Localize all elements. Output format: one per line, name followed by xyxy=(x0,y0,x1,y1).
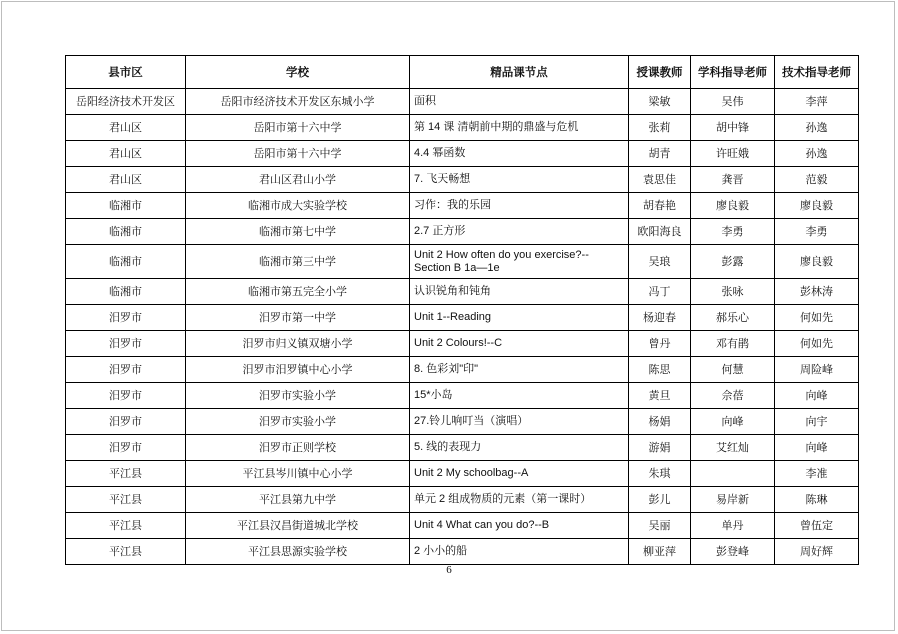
cell-county: 岳阳经济技术开发区 xyxy=(66,89,186,115)
cell-county: 汨罗市 xyxy=(66,383,186,409)
cell-county: 平江县 xyxy=(66,539,186,565)
cell-school: 汨罗市正则学校 xyxy=(186,435,410,461)
cell-subject-advisor: 佘蓓 xyxy=(691,383,775,409)
table-row xyxy=(66,383,859,409)
cell-subject-advisor: 何慧 xyxy=(691,357,775,383)
cell-school: 汨罗市实验小学 xyxy=(186,409,410,435)
cell-course: 7. 飞天畅想 xyxy=(410,167,629,193)
table-row xyxy=(66,539,859,565)
cell-county: 君山区 xyxy=(66,115,186,141)
cell-tech-advisor: 曾伍定 xyxy=(775,513,859,539)
cell-school: 汨罗市第一中学 xyxy=(186,305,410,331)
cell-teacher: 黄旦 xyxy=(629,383,691,409)
cell-teacher: 胡春艳 xyxy=(629,193,691,219)
cell-tech-advisor: 范毅 xyxy=(775,167,859,193)
header-row xyxy=(66,56,859,89)
cell-county: 临湘市 xyxy=(66,219,186,245)
cell-tech-advisor: 孙逸 xyxy=(775,115,859,141)
cell-subject-advisor: 廖良毅 xyxy=(691,193,775,219)
cell-teacher: 吴丽 xyxy=(629,513,691,539)
cell-school: 平江县岑川镇中心小学 xyxy=(186,461,410,487)
cell-teacher: 游娟 xyxy=(629,435,691,461)
cell-school: 汨罗市归义镇双塘小学 xyxy=(186,331,410,357)
cell-school: 临湘市成大实验学校 xyxy=(186,193,410,219)
cell-course: Unit 2 Colours!--C xyxy=(410,331,629,357)
cell-course: 2.7 正方形 xyxy=(410,219,629,245)
cell-teacher: 吴琅 xyxy=(629,245,691,279)
cell-school: 汨罗市汨罗镇中心小学 xyxy=(186,357,410,383)
cell-tech-advisor: 向宇 xyxy=(775,409,859,435)
cell-school: 岳阳市经济技术开发区东城小学 xyxy=(186,89,410,115)
cell-course: 27.铃儿响叮当（演唱） xyxy=(410,409,629,435)
cell-teacher: 张莉 xyxy=(629,115,691,141)
cell-school: 君山区君山小学 xyxy=(186,167,410,193)
table-row xyxy=(66,305,859,331)
award-table xyxy=(65,55,859,565)
cell-teacher: 陈思 xyxy=(629,357,691,383)
table-row xyxy=(66,115,859,141)
cell-course: 单元 2 组成物质的元素（第一课时） xyxy=(410,487,629,513)
cell-course: Unit 4 What can you do?--B xyxy=(410,513,629,539)
cell-tech-advisor: 彭林涛 xyxy=(775,279,859,305)
table-row xyxy=(66,193,859,219)
table-row xyxy=(66,331,859,357)
header-school: 学校 xyxy=(186,56,410,89)
cell-tech-advisor: 何如先 xyxy=(775,305,859,331)
cell-teacher: 彭儿 xyxy=(629,487,691,513)
cell-course: 第 14 课 清朝前中期的鼎盛与危机 xyxy=(410,115,629,141)
cell-subject-advisor: 易岸新 xyxy=(691,487,775,513)
cell-tech-advisor: 李勇 xyxy=(775,219,859,245)
cell-teacher: 杨迎春 xyxy=(629,305,691,331)
cell-school: 平江县第九中学 xyxy=(186,487,410,513)
cell-tech-advisor: 向峰 xyxy=(775,435,859,461)
table-row xyxy=(66,487,859,513)
cell-subject-advisor xyxy=(691,461,775,487)
cell-county: 平江县 xyxy=(66,461,186,487)
cell-county: 君山区 xyxy=(66,167,186,193)
cell-county: 汨罗市 xyxy=(66,331,186,357)
cell-course: Unit 1--Reading xyxy=(410,305,629,331)
cell-tech-advisor: 李萍 xyxy=(775,89,859,115)
cell-subject-advisor: 单丹 xyxy=(691,513,775,539)
cell-tech-advisor: 廖良毅 xyxy=(775,245,859,279)
cell-county: 君山区 xyxy=(66,141,186,167)
cell-subject-advisor: 艾红灿 xyxy=(691,435,775,461)
header-course: 精品课节点 xyxy=(410,56,629,89)
cell-subject-advisor: 张咏 xyxy=(691,279,775,305)
header-teacher: 授课教师 xyxy=(629,56,691,89)
cell-tech-advisor: 向峰 xyxy=(775,383,859,409)
cell-school: 平江县汉昌街道城北学校 xyxy=(186,513,410,539)
cell-school: 岳阳市第十六中学 xyxy=(186,141,410,167)
cell-teacher: 杨娟 xyxy=(629,409,691,435)
cell-tech-advisor: 何如先 xyxy=(775,331,859,357)
table-row xyxy=(66,219,859,245)
cell-county: 汨罗市 xyxy=(66,305,186,331)
cell-school: 临湘市第三中学 xyxy=(186,245,410,279)
cell-course: Unit 2 My schoolbag--A xyxy=(410,461,629,487)
cell-school: 平江县思源实验学校 xyxy=(186,539,410,565)
cell-subject-advisor: 彭登峰 xyxy=(691,539,775,565)
cell-course: 认识锐角和钝角 xyxy=(410,279,629,305)
cell-course: Unit 2 How often do you exercise?--Section B 1a—1e xyxy=(410,245,629,279)
table-row xyxy=(66,513,859,539)
table-row xyxy=(66,167,859,193)
cell-course: 习作：我的乐园 xyxy=(410,193,629,219)
cell-school: 临湘市第七中学 xyxy=(186,219,410,245)
cell-county: 平江县 xyxy=(66,513,186,539)
cell-subject-advisor: 向峰 xyxy=(691,409,775,435)
cell-subject-advisor: 彭露 xyxy=(691,245,775,279)
cell-course: 5. 线的表现力 xyxy=(410,435,629,461)
cell-teacher: 梁敏 xyxy=(629,89,691,115)
table-row xyxy=(66,435,859,461)
header-county: 县市区 xyxy=(66,56,186,89)
cell-county: 汨罗市 xyxy=(66,409,186,435)
cell-subject-advisor: 吴伟 xyxy=(691,89,775,115)
cell-subject-advisor: 胡中锋 xyxy=(691,115,775,141)
cell-subject-advisor: 郝乐心 xyxy=(691,305,775,331)
cell-course: 15*小岛 xyxy=(410,383,629,409)
cell-school: 汨罗市实验小学 xyxy=(186,383,410,409)
cell-teacher: 袁思佳 xyxy=(629,167,691,193)
cell-tech-advisor: 李准 xyxy=(775,461,859,487)
cell-county: 临湘市 xyxy=(66,279,186,305)
table-row xyxy=(66,245,859,279)
cell-school: 临湘市第五完全小学 xyxy=(186,279,410,305)
header-tech-advisor: 技术指导老师 xyxy=(775,56,859,89)
cell-teacher: 冯丁 xyxy=(629,279,691,305)
table-row xyxy=(66,141,859,167)
cell-subject-advisor: 李勇 xyxy=(691,219,775,245)
cell-county: 临湘市 xyxy=(66,193,186,219)
cell-teacher: 曾丹 xyxy=(629,331,691,357)
cell-tech-advisor: 孙逸 xyxy=(775,141,859,167)
cell-tech-advisor: 周险峰 xyxy=(775,357,859,383)
cell-county: 临湘市 xyxy=(66,245,186,279)
cell-course: 面积 xyxy=(410,89,629,115)
cell-teacher: 欧阳海良 xyxy=(629,219,691,245)
cell-teacher: 柳亚萍 xyxy=(629,539,691,565)
table-row xyxy=(66,279,859,305)
cell-county: 平江县 xyxy=(66,487,186,513)
cell-tech-advisor: 陈琳 xyxy=(775,487,859,513)
table-row xyxy=(66,461,859,487)
cell-tech-advisor: 周好辉 xyxy=(775,539,859,565)
cell-course: 2 小小的船 xyxy=(410,539,629,565)
cell-subject-advisor: 邓有鹃 xyxy=(691,331,775,357)
cell-county: 汨罗市 xyxy=(66,435,186,461)
table-body xyxy=(66,89,859,565)
page-number: 6 xyxy=(446,564,452,576)
cell-course: 4.4 幂函数 xyxy=(410,141,629,167)
cell-teacher: 胡青 xyxy=(629,141,691,167)
cell-teacher: 朱琪 xyxy=(629,461,691,487)
cell-county: 汨罗市 xyxy=(66,357,186,383)
table-row xyxy=(66,89,859,115)
cell-subject-advisor: 许旺娥 xyxy=(691,141,775,167)
cell-subject-advisor: 龚晋 xyxy=(691,167,775,193)
cell-course: 8. 色彩刘"印" xyxy=(410,357,629,383)
table-row xyxy=(66,409,859,435)
cell-school: 岳阳市第十六中学 xyxy=(186,115,410,141)
cell-tech-advisor: 廖良毅 xyxy=(775,193,859,219)
header-subject-advisor: 学科指导老师 xyxy=(691,56,775,89)
table-row xyxy=(66,357,859,383)
